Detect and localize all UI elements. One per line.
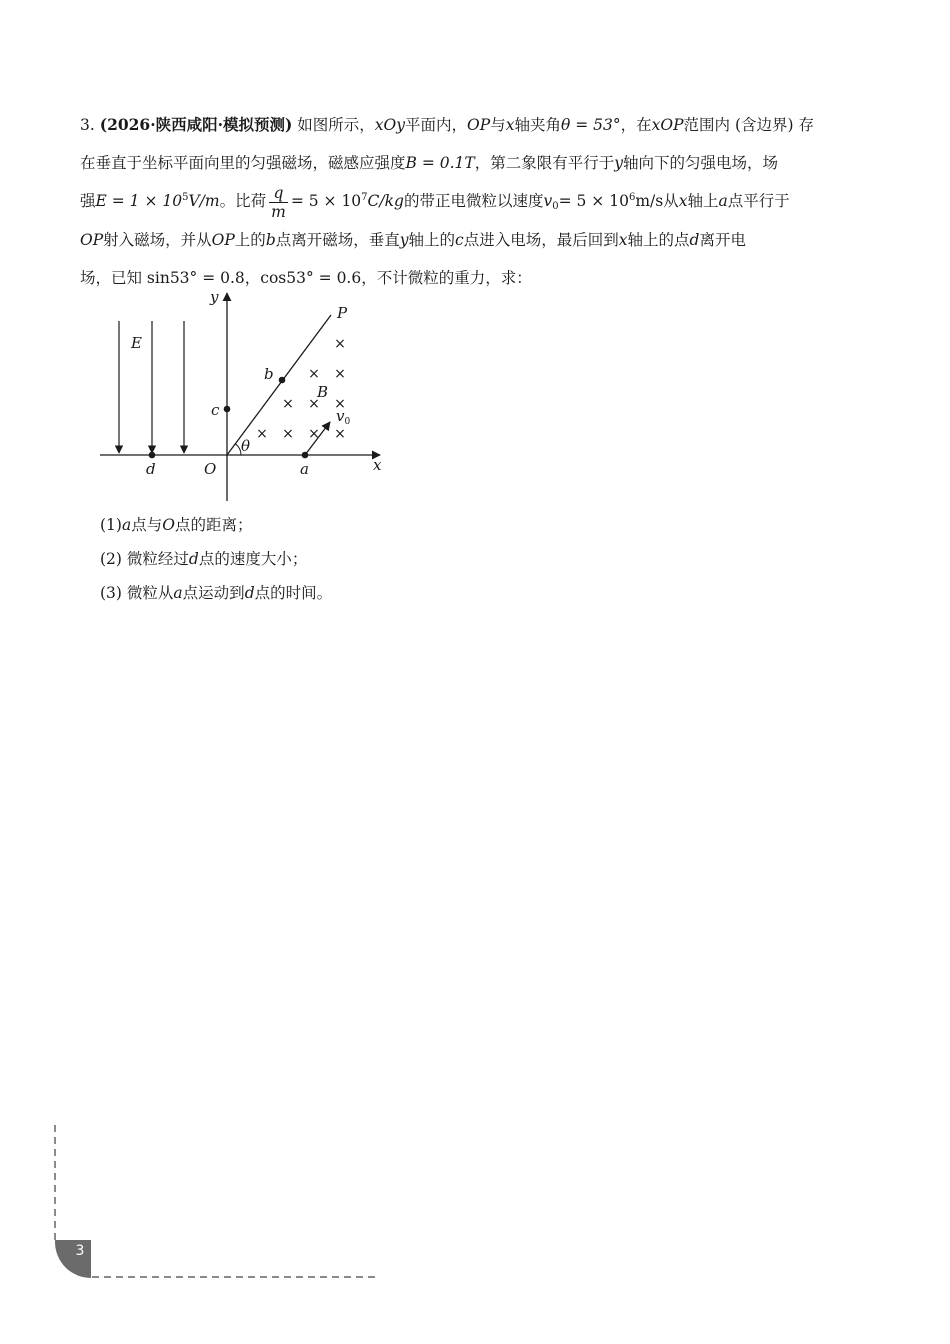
field-cross: × bbox=[334, 336, 346, 352]
field-cross: × bbox=[308, 426, 320, 442]
math-unit: C/kg bbox=[367, 192, 404, 210]
point-b bbox=[279, 377, 286, 384]
field-cross: × bbox=[308, 396, 320, 412]
math-x: x bbox=[618, 230, 628, 249]
question-number: (3) bbox=[100, 584, 122, 602]
math-subscript: 0 bbox=[552, 201, 559, 212]
text: 微粒从 bbox=[126, 584, 174, 602]
problem-number: 3. bbox=[80, 116, 95, 134]
field-cross: × bbox=[308, 366, 320, 382]
field-cross: × bbox=[334, 396, 346, 412]
text: 轴上 bbox=[687, 192, 719, 210]
physics-diagram bbox=[95, 287, 395, 507]
point-a bbox=[302, 452, 309, 459]
text: ，第二象限有平行于 bbox=[474, 154, 615, 172]
fraction-numerator: q bbox=[269, 184, 288, 203]
text: 。比荷 bbox=[219, 192, 267, 210]
math-a: a bbox=[173, 584, 183, 602]
text: 轴上的 bbox=[408, 230, 456, 249]
text: 轴向下的匀强电场，场 bbox=[623, 154, 779, 172]
field-cross: × bbox=[334, 366, 346, 382]
math-v: v bbox=[543, 192, 553, 210]
text: 强 bbox=[80, 192, 96, 210]
text: 点的时间。 bbox=[254, 584, 333, 602]
math-d: d bbox=[188, 550, 199, 568]
problem-source: (2026·陕西咸阳·模拟预测) bbox=[99, 115, 293, 134]
field-cross: × bbox=[334, 426, 346, 442]
label-x: x bbox=[373, 456, 382, 474]
question-list bbox=[100, 508, 332, 610]
label-c: c bbox=[211, 401, 220, 419]
text: 轴夹角 bbox=[514, 116, 561, 134]
math-b: B = 0.1T bbox=[405, 154, 475, 172]
text: 点与 bbox=[131, 516, 163, 534]
point-d bbox=[149, 452, 156, 459]
problem-line-4 bbox=[80, 221, 882, 259]
text: 微粒经过 bbox=[126, 550, 189, 568]
text: 平面内， bbox=[405, 116, 468, 134]
question-number: (1) bbox=[100, 516, 122, 534]
label-o: O bbox=[204, 460, 217, 478]
label-theta: θ bbox=[241, 437, 251, 455]
text: 如图所示， bbox=[297, 116, 375, 134]
text: 点的速度大小； bbox=[198, 550, 308, 568]
math-op: OP bbox=[467, 116, 491, 134]
label-a: a bbox=[300, 460, 309, 478]
text: 点运动到 bbox=[182, 584, 245, 602]
text: 点的距离； bbox=[174, 516, 253, 534]
math-a: a bbox=[121, 516, 132, 534]
text: 上的 bbox=[234, 230, 266, 249]
math-e: E = 1 × 10 bbox=[95, 192, 183, 210]
text: ，在 bbox=[620, 116, 652, 134]
text: 的带正电微粒以速度 bbox=[403, 192, 544, 210]
label-b: b bbox=[264, 365, 274, 383]
math-qm: = 5 × 10 bbox=[290, 192, 362, 210]
math-unit: V/m bbox=[188, 192, 220, 210]
math-o: O bbox=[162, 516, 175, 534]
label-v0: $v_0$ bbox=[336, 407, 351, 427]
problem-line-1 bbox=[80, 106, 882, 144]
math-d: d bbox=[689, 230, 700, 249]
math-exponent: 5 bbox=[182, 192, 189, 203]
problem-statement bbox=[80, 106, 882, 297]
math-op: OP bbox=[211, 230, 235, 249]
math-theta: θ = 53° bbox=[560, 116, 621, 134]
text: 范围内 (含边界) 存 bbox=[683, 116, 814, 134]
question-2 bbox=[100, 542, 332, 576]
text: 点平行于 bbox=[727, 192, 790, 210]
question-3 bbox=[100, 576, 332, 610]
page-footer-decoration bbox=[0, 1125, 400, 1295]
field-cross: × bbox=[282, 426, 294, 442]
text: 射入磁场，并从 bbox=[103, 230, 212, 249]
math-v-eq: = 5 × 10 bbox=[558, 192, 629, 210]
problem-line-2 bbox=[80, 144, 882, 182]
label-y: y bbox=[210, 288, 219, 306]
fraction-denominator: m bbox=[271, 202, 286, 221]
fraction-q-m bbox=[269, 184, 288, 221]
text: 离开电 bbox=[699, 230, 746, 249]
point-c bbox=[224, 406, 231, 413]
text: 轴上的点 bbox=[627, 230, 690, 249]
text: 点离开磁场，垂直 bbox=[275, 230, 400, 249]
math-c: c bbox=[455, 230, 464, 249]
text: 从 bbox=[663, 192, 679, 210]
math-unit: m/s bbox=[635, 192, 664, 210]
text: 在垂直于坐标平面向里的匀强磁场，磁感应强度 bbox=[80, 154, 406, 172]
math-d: d bbox=[244, 584, 255, 602]
math-b-point: b bbox=[265, 230, 276, 249]
math-x: x bbox=[678, 192, 688, 210]
math-xoy: xOy bbox=[374, 116, 406, 134]
math-xop: xOP bbox=[651, 116, 684, 134]
math-y: y bbox=[614, 154, 624, 172]
math-a: a bbox=[718, 192, 728, 210]
label-field-b: B bbox=[317, 383, 329, 401]
math-y: y bbox=[399, 230, 409, 249]
math-exponent: 7 bbox=[361, 192, 368, 203]
math-op: OP bbox=[80, 230, 104, 249]
label-p: P bbox=[337, 304, 348, 322]
text: 场，已知 sin53° = 0.8，cos53° = 0.6，不计微粒的重力，求： bbox=[80, 268, 532, 287]
label-e: E bbox=[131, 334, 142, 352]
label-d: d bbox=[146, 460, 156, 478]
page-number: 3 bbox=[75, 1243, 85, 1259]
question-1 bbox=[100, 508, 332, 542]
field-cross: × bbox=[282, 396, 294, 412]
text: 与 bbox=[490, 116, 506, 134]
text: 点进入电场，最后回到 bbox=[463, 230, 619, 249]
math-x: x bbox=[505, 116, 515, 134]
problem-line-3 bbox=[80, 182, 882, 221]
question-number: (2) bbox=[100, 550, 122, 568]
math-exponent: 6 bbox=[628, 192, 636, 203]
field-cross: × bbox=[256, 426, 268, 442]
